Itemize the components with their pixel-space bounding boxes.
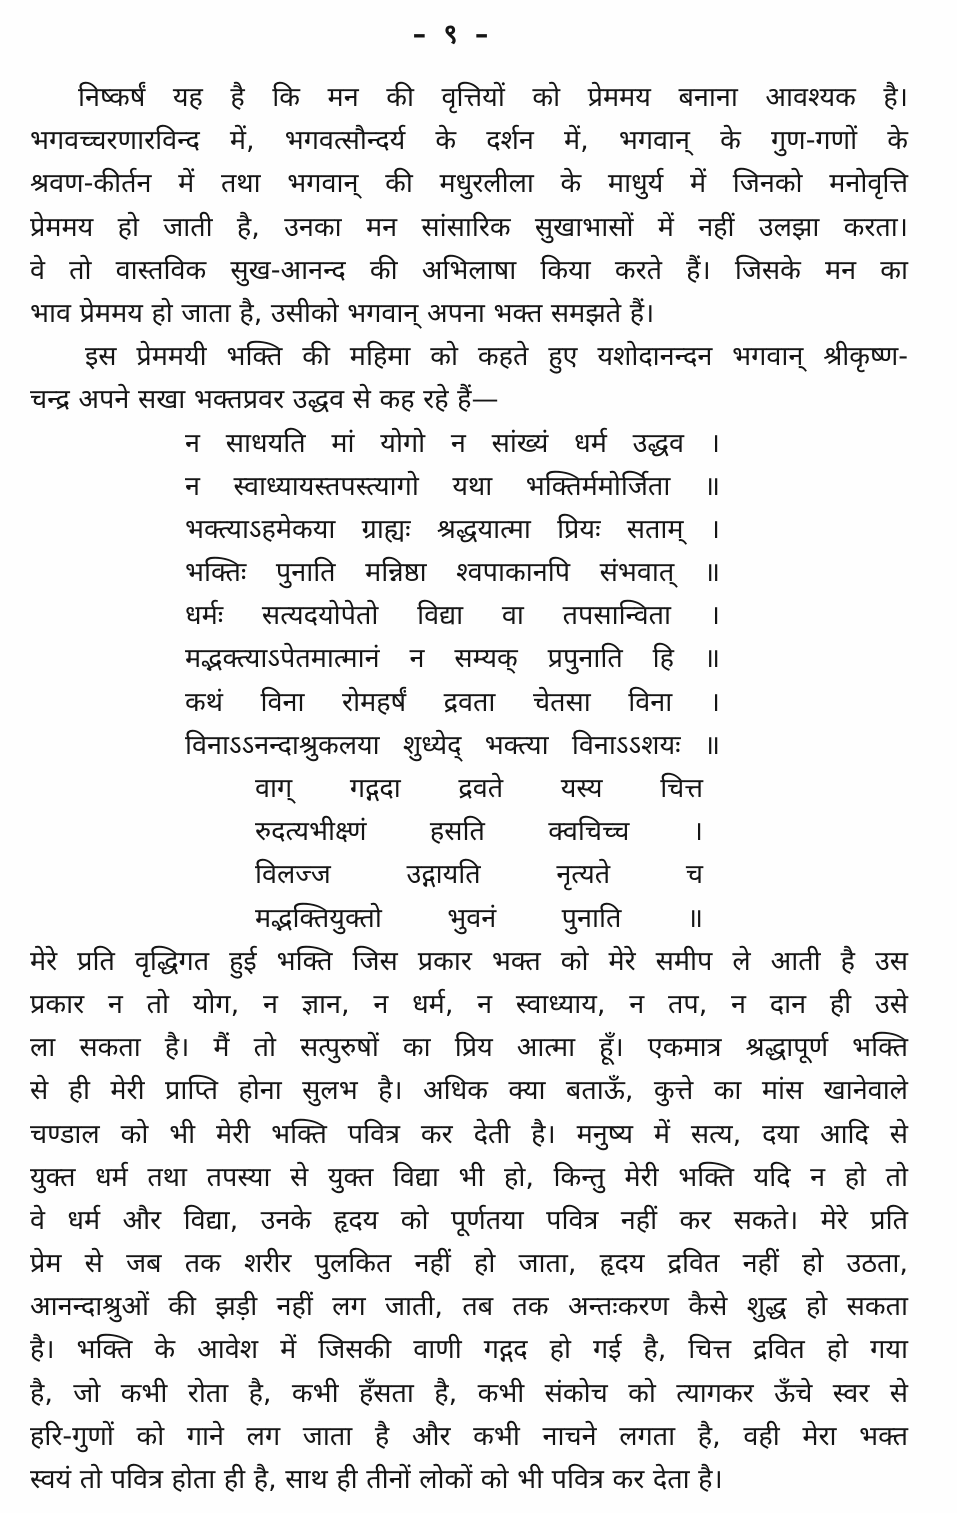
sanskrit-verse-block-2 (30, 767, 908, 940)
paragraph-line: प्रकार न तो योग, न ज्ञान, न धर्म, न स्वाध्याय, न तप, न दान ही उसे (30, 988, 908, 1020)
verse-line: रुदत्यभीक्ष्णं हसति क्वचिच्च । (255, 816, 703, 848)
paragraph-line: भगवच्चरणारविन्द में, भगवत्सौन्दर्य के दर्शन में, भगवान् के गुण-गणों के (30, 125, 908, 157)
paragraph-line: इस प्रेममयी भक्ति की महिमा को कहते हुए यशोदानन्दन भगवान् श्रीकृष्ण- (85, 341, 908, 373)
paragraph-line: वे तो वास्तविक सुख-आनन्द की अभिलाषा किया करते हैं। जिसके मन का (30, 254, 908, 286)
paragraph-line: श्रवण-कीर्तन में तथा भगवान् की मधुरलीला के माधुर्य में जिनको मनोवृत्ति (30, 168, 908, 200)
intro-paragraph (30, 76, 908, 335)
paragraph-line: है, जो कभी रोता है, कभी हँसता है, कभी संकोच को त्यागकर ऊँचे स्वर से (30, 1377, 908, 1409)
verse-line: विलज्ज उद्गायति नृत्यते च (255, 859, 703, 891)
verse-line: न साधयति मां योगो न सांख्यं धर्म उद्धव । (185, 427, 720, 459)
paragraph-line: आनन्दाश्रुओं की झड़ी नहीं लग जाती, तब तक अन्तःकरण कैसे शुद्ध हो सकता (30, 1291, 908, 1323)
paragraph-line: हरि-गुणों को गाने लग जाता है और कभी नाचने लगता है, वही मेरा भक्त (30, 1420, 908, 1452)
paragraph-line: ला सकता है। मैं तो सत्पुरुषों का प्रिय आत्मा हूँ। एकमात्र श्रद्धापूर्ण भक्ति (30, 1032, 908, 1064)
paragraph-line: चण्डाल को भी मेरी भक्ति पवित्र कर देती है। मनुष्य में सत्य, दया आदि से (30, 1118, 908, 1150)
paragraph-line: युक्त धर्म तथा तपस्या से युक्त विद्या भी हो, किन्तु मेरी भक्ति यदि न हो तो (30, 1161, 908, 1193)
verse-line: न स्वाध्यायस्तपस्त्यागो यथा भक्तिर्ममोर्जिता ॥ (185, 470, 720, 502)
sanskrit-verse-block-1 (30, 422, 908, 768)
verse-line: मद्भक्तियुक्तो भुवनं पुनाति ॥ (255, 902, 703, 934)
verse-line: कथं विना रोमहर्षं द्रवता चेतसा विना । (185, 686, 720, 718)
paragraph-line: भाव प्रेममय हो जाता है, उसीको भगवान् अपना भक्त समझते हैं। (30, 297, 655, 329)
paragraph-line: मेरे प्रति वृद्धिगत हुई भक्ति जिस प्रकार भक्त को मेरे समीप ले आती है उस (30, 945, 908, 977)
translation-paragraph (30, 940, 908, 1501)
second-paragraph (30, 335, 908, 421)
page-number: – ९ – (412, 19, 493, 50)
paragraph-line: है। भक्ति के आवेश में जिसकी वाणी गद्गद हो गई है, चित्त द्रवित हो गया (30, 1334, 908, 1366)
paragraph-line: चन्द्र अपने सखा भक्तप्रवर उद्धव से कह रहे हैं— (30, 384, 499, 416)
paragraph-line: प्रेममय हो जाती है, उनका मन सांसारिक सुखाभासों में नहीं उलझा करता। (30, 211, 908, 243)
paragraph-line: प्रेम से जब तक शरीर पुलकित नहीं हो जाता, हृदय द्रवित नहीं हो उठता, (30, 1248, 908, 1280)
paragraph-line: वे धर्म और विद्या, उनके हृदय को पूर्णतया पवित्र नहीं कर सकते। मेरे प्रति (30, 1204, 908, 1236)
verse-line: विनाऽऽनन्दाश्रुकलया शुध्येद् भक्त्या विनाऽऽशयः ॥ (185, 729, 720, 761)
verse-line: मद्भक्त्याऽपेतमात्मानं न सम्यक् प्रपुनाति हि ॥ (185, 643, 720, 675)
verse-line: भक्तिः पुनाति मन्निष्ठा श्वपाकानपि संभवात् ॥ (185, 557, 720, 589)
verse-line: वाग् गद्गदा द्रवते यस्य चित्त (255, 773, 703, 804)
verse-line: भक्त्याऽहमेकया ग्राह्यः श्रद्धयात्मा प्रियः सताम् । (185, 513, 720, 545)
paragraph-line: से ही मेरी प्राप्ति होना सुलभ है। अधिक क्या बताऊँ, कुत्ते का मांस खानेवाले (30, 1075, 908, 1107)
paragraph-line: निष्कर्षं यह है कि मन की वृत्तियों को प्रेममय बनाना आवश्यक है। (78, 82, 908, 113)
verse-line: धर्मः सत्यदयोपेतो विद्या वा तपसान्विता । (185, 600, 720, 632)
page-text-block (30, 76, 908, 1501)
paragraph-line: स्वयं तो पवित्र होता ही है, साथ ही तीनों लोकों को भी पवित्र कर देता है। (30, 1464, 723, 1495)
